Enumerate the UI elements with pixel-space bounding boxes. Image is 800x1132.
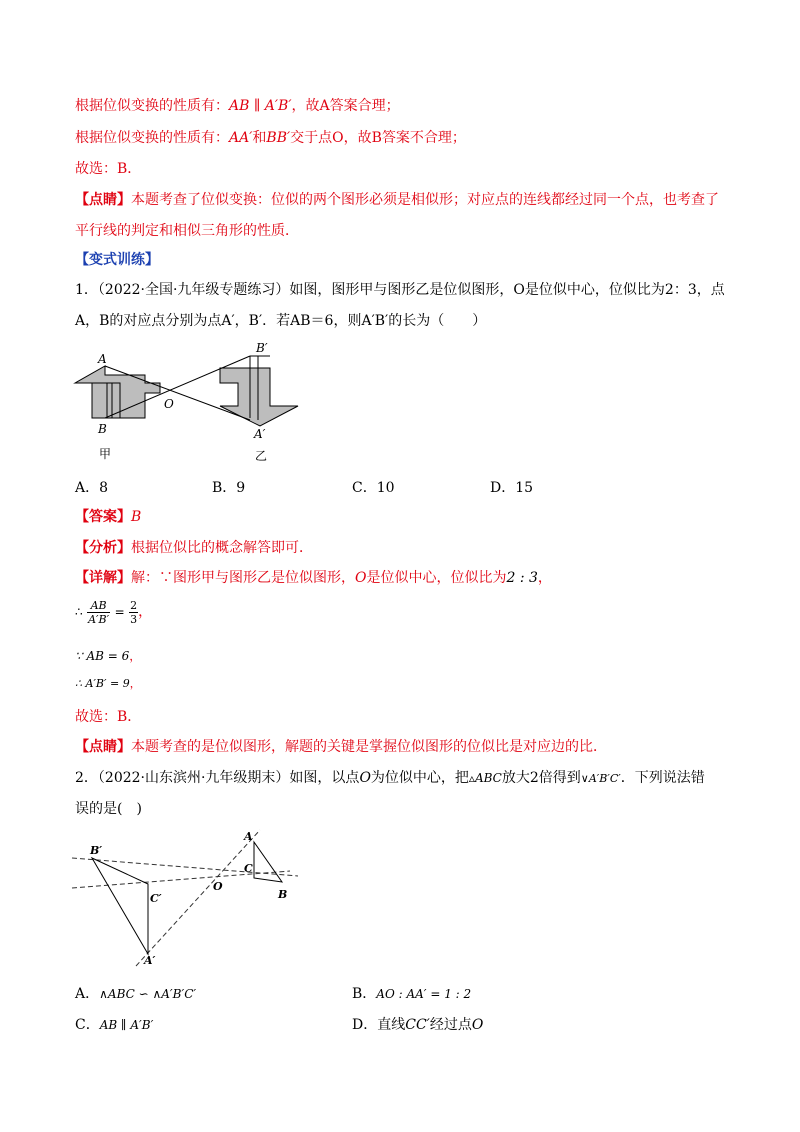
triangle-abc (254, 842, 282, 882)
answer-value: B (131, 509, 142, 525)
figure-jia-body (92, 383, 120, 418)
math-expression: 2 : 3 (506, 570, 538, 586)
math-expression: CC′ (405, 1017, 430, 1033)
math-expression: O (359, 770, 371, 786)
label-A-prime: A′ (254, 427, 266, 441)
q2-option-d (352, 1015, 483, 1035)
equals: = (114, 605, 125, 619)
prev-solution-comment-1 (75, 190, 719, 210)
q1-step-1 (75, 598, 152, 626)
math-expression: O (355, 570, 367, 586)
math-expression: O (471, 1017, 484, 1033)
option-letter: D．直线 (352, 1017, 406, 1033)
math-expression: AA′ (229, 130, 253, 146)
q2-option-c (75, 1015, 153, 1035)
prev-solution-line-1 (75, 96, 400, 116)
label-A: A (244, 830, 253, 843)
q1-step-2 (75, 646, 141, 666)
q2-figure (68, 826, 308, 971)
text: ， (129, 649, 142, 663)
label-A: A (98, 352, 107, 366)
q2-option-a (75, 984, 196, 1004)
text: 交于点O，故B答案不合理； (290, 130, 466, 146)
fraction-ratio (129, 599, 138, 626)
text: 是位似中心，位似比为 (366, 570, 507, 586)
text: 解：∵图形甲与图形乙是位似图形， (131, 570, 355, 586)
q1-option-b: B．9 (212, 480, 246, 496)
q1-text-1: 1．（2022·全国·九年级专题练习）如图，图形甲与图形乙是位似图形，O是位似中心，位似比为2：3，点 (75, 282, 725, 298)
math-expression: ∨A′B′C′ (580, 772, 621, 785)
text: 根据位似比的概念解答即可． (131, 540, 313, 556)
text: 和 (252, 130, 267, 146)
option-letter: A． (75, 986, 100, 1002)
option-letter: B． (352, 986, 377, 1002)
option-letter: C． (75, 1017, 100, 1033)
comment-tag: 【点睛】 (75, 739, 131, 755)
analysis-tag: 【分析】 (75, 540, 131, 556)
q1-analysis (75, 538, 313, 558)
math-expression: ∵ AB = 6 (75, 649, 130, 663)
label-B-prime: B′ (90, 844, 103, 857)
denominator: 3 (130, 612, 138, 626)
math-expression: BB′ (266, 130, 291, 146)
prev-solution-choice: 故选：B． (75, 161, 142, 177)
prev-solution-comment-2: 平行线的判定和相似三角形的性质． (75, 223, 299, 239)
label-C: C (244, 862, 253, 875)
text: 根据位似变换的性质有： (75, 130, 229, 146)
text: 本题考查了位似变换：位似的两个图形必须是相似形；对应点的连线都经过同一个点，也考查了 (131, 192, 719, 208)
detail-tag: 【详解】 (75, 570, 131, 586)
text: ， (129, 677, 141, 690)
triangle-a2b2c2 (92, 858, 148, 954)
q1-detail (75, 568, 552, 588)
text: 放大2倍得到 (501, 770, 581, 786)
label-C-prime: C′ (150, 892, 162, 905)
text: ， (537, 570, 552, 586)
math-expression: AB ∥ A′B′ (99, 1018, 154, 1032)
prev-solution-line-2 (75, 128, 466, 148)
label-A-prime: A′ (144, 954, 156, 967)
q2-option-b (352, 984, 471, 1004)
figure-yi-shape (220, 368, 298, 426)
label-O: O (213, 880, 223, 893)
text: ，故A答案合理； (291, 98, 400, 114)
q1-text-2: A，B的对应点分别为点A′，B′．若AB＝6，则A′B′的长为（ ） (75, 313, 487, 329)
text: 为位似中心，把 (370, 770, 469, 786)
q1-comment (75, 737, 607, 757)
label-yi: 乙 (255, 449, 268, 463)
text: ， (138, 604, 153, 620)
q1-figure (70, 338, 310, 468)
text: 2．（2022·山东滨州·九年级期末）如图，以点 (75, 770, 360, 786)
answer-tag: 【答案】 (75, 509, 131, 525)
math-expression: ▵ABC (468, 771, 502, 785)
numerator: 2 (130, 598, 138, 612)
q1-option-a: A．8 (75, 480, 109, 496)
numerator: AB (87, 599, 110, 613)
q2-text-2: 误的是( ) (75, 801, 142, 817)
label-jia: 甲 (99, 447, 112, 461)
therefore-symbol: ∴ (75, 605, 83, 619)
q1-option-d: D．15 (490, 480, 534, 496)
text: 根据位似变换的性质有： (75, 98, 229, 114)
text: ．下列说法错 (620, 770, 705, 786)
math-expression: AB ∥ A′B′ (229, 98, 292, 114)
comment-tag: 【点睛】 (75, 192, 131, 208)
label-B-prime: B′ (256, 341, 268, 355)
label-B: B (98, 422, 107, 436)
section-title: 【变式训练】 (75, 252, 159, 268)
math-expression: ∴ A′B′ = 9 (75, 677, 130, 690)
math-expression: AO : AA′ = 1 : 2 (376, 987, 472, 1001)
text: 经过点 (429, 1017, 472, 1033)
math-expression: ∧ABC ∽ ∧A′B′C′ (99, 987, 197, 1001)
q1-answer (75, 507, 141, 527)
q2-text-1 (75, 768, 705, 789)
text: 本题考查的是位似图形，解题的关键是掌握位似图形的位似比是对应边的比． (131, 739, 607, 755)
q1-choice: 故选：B． (75, 709, 142, 725)
label-B: B (278, 888, 288, 901)
q1-step-3 (75, 674, 141, 694)
label-O: O (164, 397, 174, 411)
fraction-ab (87, 599, 110, 626)
q1-option-c: C．10 (352, 480, 395, 496)
denominator: A′B′ (88, 612, 110, 626)
